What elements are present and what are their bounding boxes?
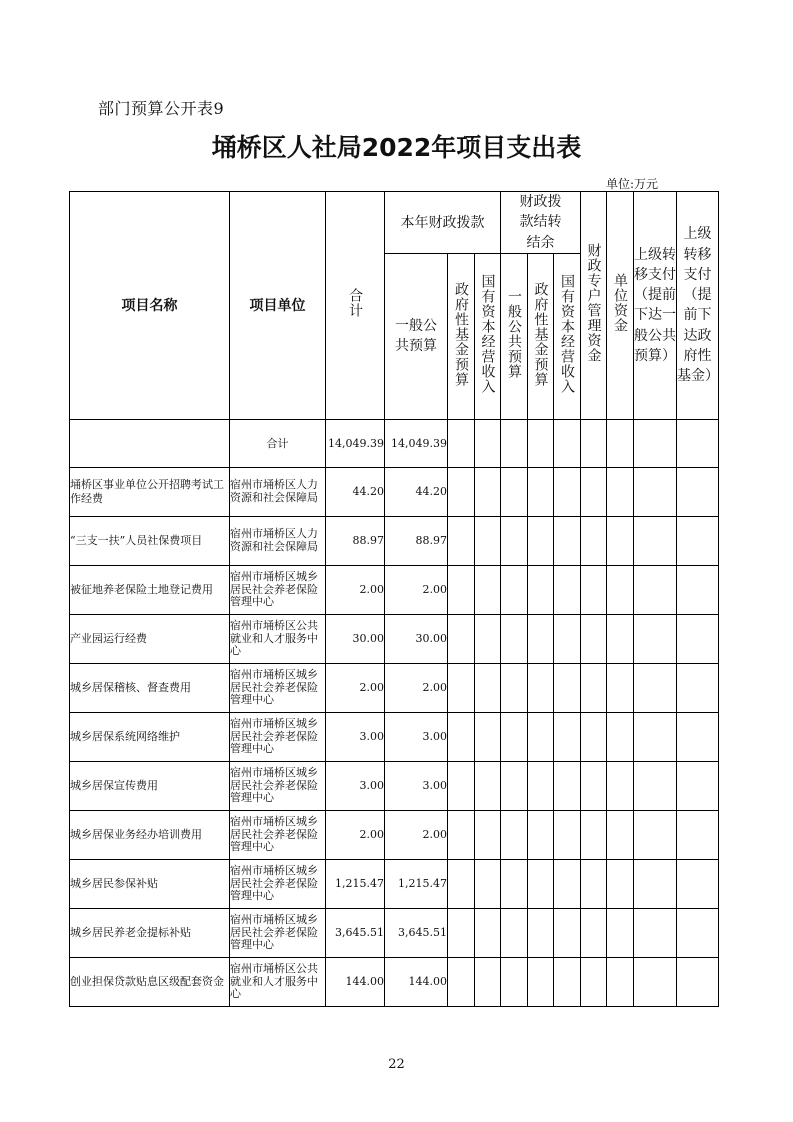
project-name: 城乡居保系统网络维护	[70, 712, 230, 761]
header-transfer-general-budget: 上级转移支付（提前下达一般公共预算）	[634, 192, 677, 420]
general-budget-amount: 3.00	[385, 712, 448, 761]
empty-cell	[528, 957, 554, 1006]
empty-cell	[581, 565, 607, 614]
empty-cell	[554, 957, 581, 1006]
empty-cell	[528, 810, 554, 859]
project-name: 城乡居民养老金提标补贴	[70, 908, 230, 957]
general-budget-amount: 2.00	[385, 565, 448, 614]
general-budget-amount: 44.20	[385, 467, 448, 516]
empty-cell	[501, 565, 528, 614]
empty-cell	[581, 467, 607, 516]
project-unit: 宿州市埇桥区城乡居民社会养老保险管理中心	[230, 810, 326, 859]
empty-cell	[554, 761, 581, 810]
empty-cell	[581, 859, 607, 908]
unit-label: 单位:万元	[606, 177, 659, 191]
empty-cell	[581, 761, 607, 810]
project-unit: 宿州市埇桥区城乡居民社会养老保险管理中心	[230, 908, 326, 957]
general-budget-amount: 3.00	[385, 761, 448, 810]
empty-cell	[528, 761, 554, 810]
empty-cell	[634, 565, 677, 614]
empty-cell	[554, 712, 581, 761]
empty-cell	[475, 565, 501, 614]
empty-cell	[634, 761, 677, 810]
total-name-cell	[70, 419, 230, 467]
total-amount: 30.00	[326, 614, 385, 663]
table-row	[70, 859, 719, 908]
table-row	[70, 712, 719, 761]
project-unit: 宿州市埇桥区城乡居民社会养老保险管理中心	[230, 859, 326, 908]
table-row	[70, 614, 719, 663]
empty-cell	[528, 663, 554, 712]
empty-cell	[607, 859, 634, 908]
table-row	[70, 467, 719, 516]
project-name: 城乡居民参保补贴	[70, 859, 230, 908]
empty-cell	[677, 712, 719, 761]
page-title: 埇桥区人社局2022年项目支出表	[211, 133, 582, 162]
empty-cell	[448, 516, 475, 565]
header-general-budget: 一般公共预算	[385, 253, 448, 419]
header-project-unit: 项目单位	[230, 192, 326, 420]
project-unit: 宿州市埇桥区公共就业和人才服务中心	[230, 957, 326, 1006]
empty-cell	[475, 712, 501, 761]
table-row	[70, 516, 719, 565]
empty-cell	[448, 663, 475, 712]
empty-cell	[448, 614, 475, 663]
empty-cell	[607, 761, 634, 810]
total-amount: 44.20	[326, 467, 385, 516]
empty-cell	[607, 516, 634, 565]
project-name: 创业担保贷款贴息区级配套资金	[70, 957, 230, 1006]
empty-cell	[448, 859, 475, 908]
empty-cell	[607, 565, 634, 614]
empty-cell	[475, 810, 501, 859]
header-transfer-gov-fund: 上级转移支付（提前下达政府性基金）	[677, 192, 719, 420]
project-unit: 宿州市埇桥区城乡居民社会养老保险管理中心	[230, 565, 326, 614]
project-unit: 宿州市埇桥区城乡居民社会养老保险管理中心	[230, 663, 326, 712]
empty-cell	[634, 957, 677, 1006]
header-total: 合计	[326, 192, 385, 420]
empty-cell	[501, 712, 528, 761]
empty-cell	[475, 908, 501, 957]
empty-cell	[528, 467, 554, 516]
project-unit: 宿州市埇桥区城乡居民社会养老保险管理中心	[230, 712, 326, 761]
empty-cell	[607, 663, 634, 712]
empty-cell	[581, 516, 607, 565]
table-row	[70, 663, 719, 712]
project-name: 产业园运行经费	[70, 614, 230, 663]
empty-cell	[475, 761, 501, 810]
empty-cell	[607, 908, 634, 957]
header-carryover-gov-fund: 政府性基金预算	[528, 253, 554, 419]
empty-cell	[581, 712, 607, 761]
empty-cell	[677, 614, 719, 663]
project-expenditure-table	[69, 191, 719, 1007]
header-project-name: 项目名称	[70, 192, 230, 420]
general-budget-amount: 144.00	[385, 957, 448, 1006]
header-carryover-state-capital: 国有资本经营收入	[554, 253, 581, 419]
empty-cell	[528, 614, 554, 663]
total-amount: 14,049.39	[326, 419, 385, 467]
empty-cell	[677, 516, 719, 565]
empty-cell	[448, 761, 475, 810]
empty-cell	[677, 467, 719, 516]
empty-cell	[554, 859, 581, 908]
general-budget-amount: 1,215.47	[385, 859, 448, 908]
empty-cell	[677, 810, 719, 859]
header-state-capital: 国有资本经营收入	[475, 253, 501, 419]
empty-cell	[554, 810, 581, 859]
general-budget-amount: 3,645.51	[385, 908, 448, 957]
empty-cell	[634, 467, 677, 516]
empty-cell	[475, 859, 501, 908]
project-unit: 宿州市埇桥区公共就业和人才服务中心	[230, 614, 326, 663]
project-name: 城乡居保业务经办培训费用	[70, 810, 230, 859]
total-amount: 2.00	[326, 810, 385, 859]
empty-cell	[634, 712, 677, 761]
table-row	[70, 810, 719, 859]
empty-cell	[677, 565, 719, 614]
empty-cell	[607, 467, 634, 516]
empty-cell	[554, 663, 581, 712]
empty-cell	[475, 516, 501, 565]
total-amount: 1,215.47	[326, 859, 385, 908]
empty-cell	[448, 908, 475, 957]
empty-cell	[528, 516, 554, 565]
project-name: 城乡居保宣传费用	[70, 761, 230, 810]
general-budget-amount: 2.00	[385, 810, 448, 859]
empty-cell	[501, 908, 528, 957]
header-carryover: 财政拨款结转结余	[501, 192, 581, 254]
empty-cell	[677, 957, 719, 1006]
empty-cell	[607, 957, 634, 1006]
empty-cell	[501, 859, 528, 908]
empty-cell	[554, 467, 581, 516]
document-label: 部门预算公开表9	[98, 99, 225, 118]
empty-cell	[501, 761, 528, 810]
empty-cell	[448, 565, 475, 614]
empty-cell	[528, 859, 554, 908]
empty-cell	[554, 565, 581, 614]
empty-cell	[677, 908, 719, 957]
empty-cell	[528, 565, 554, 614]
empty-cell	[501, 516, 528, 565]
total-amount: 3.00	[326, 761, 385, 810]
table-row	[70, 565, 719, 614]
empty-cell	[677, 761, 719, 810]
total-label: 合计	[230, 419, 326, 467]
empty-cell	[528, 908, 554, 957]
header-special-fund: 财政专户管理资金	[581, 192, 607, 420]
general-budget-amount: 88.97	[385, 516, 448, 565]
empty-cell	[475, 467, 501, 516]
header-gov-fund: 政府性基金预算	[448, 253, 475, 419]
empty-cell	[501, 614, 528, 663]
total-amount: 88.97	[326, 516, 385, 565]
empty-cell	[607, 810, 634, 859]
general-budget-amount: 2.00	[385, 663, 448, 712]
empty-cell	[581, 957, 607, 1006]
empty-cell	[634, 908, 677, 957]
empty-cell	[634, 859, 677, 908]
empty-cell	[634, 663, 677, 712]
empty-cell	[677, 859, 719, 908]
header-unit-fund: 单位资金	[607, 192, 634, 420]
table-row	[70, 957, 719, 1006]
empty-cell	[581, 663, 607, 712]
empty-cell	[475, 614, 501, 663]
empty-cell	[554, 908, 581, 957]
empty-cell	[448, 712, 475, 761]
empty-cell	[607, 712, 634, 761]
empty-cell	[501, 663, 528, 712]
empty-cell	[581, 908, 607, 957]
empty-cell	[501, 957, 528, 1006]
empty-cell	[581, 810, 607, 859]
empty-cell	[528, 712, 554, 761]
empty-cell	[448, 957, 475, 1006]
total-amount: 3,645.51	[326, 908, 385, 957]
total-amount: 2.00	[326, 565, 385, 614]
project-name: “三支一扶”人员社保费项目	[70, 516, 230, 565]
empty-cell	[475, 957, 501, 1006]
empty-cell	[634, 516, 677, 565]
total-amount: 2.00	[326, 663, 385, 712]
empty-cell	[634, 614, 677, 663]
total-row	[70, 419, 719, 467]
empty-cell	[475, 663, 501, 712]
project-unit: 宿州市埇桥区人力资源和社会保障局	[230, 467, 326, 516]
empty-cell	[501, 467, 528, 516]
project-name: 被征地养老保险土地登记费用	[70, 565, 230, 614]
total-amount: 144.00	[326, 957, 385, 1006]
page-number: 22	[388, 1057, 405, 1072]
empty-cell	[554, 614, 581, 663]
general-budget-amount: 30.00	[385, 614, 448, 663]
empty-cell	[677, 663, 719, 712]
header-current-year-appropriation: 本年财政拨款	[385, 192, 501, 254]
project-name: 城乡居保稽核、督查费用	[70, 663, 230, 712]
project-unit: 宿州市埇桥区城乡居民社会养老保险管理中心	[230, 761, 326, 810]
empty-cell	[554, 516, 581, 565]
empty-cell	[607, 614, 634, 663]
empty-cell	[501, 810, 528, 859]
project-name: 埇桥区事业单位公开招聘考试工作经费	[70, 467, 230, 516]
table-row	[70, 761, 719, 810]
empty-cell	[448, 467, 475, 516]
total-general-budget: 14,049.39	[385, 419, 448, 467]
total-amount: 3.00	[326, 712, 385, 761]
empty-cell	[448, 810, 475, 859]
table-row	[70, 908, 719, 957]
project-unit: 宿州市埇桥区人力资源和社会保障局	[230, 516, 326, 565]
empty-cell	[581, 614, 607, 663]
empty-cell	[634, 810, 677, 859]
header-carryover-general-budget: 一般公共预算	[501, 253, 528, 419]
